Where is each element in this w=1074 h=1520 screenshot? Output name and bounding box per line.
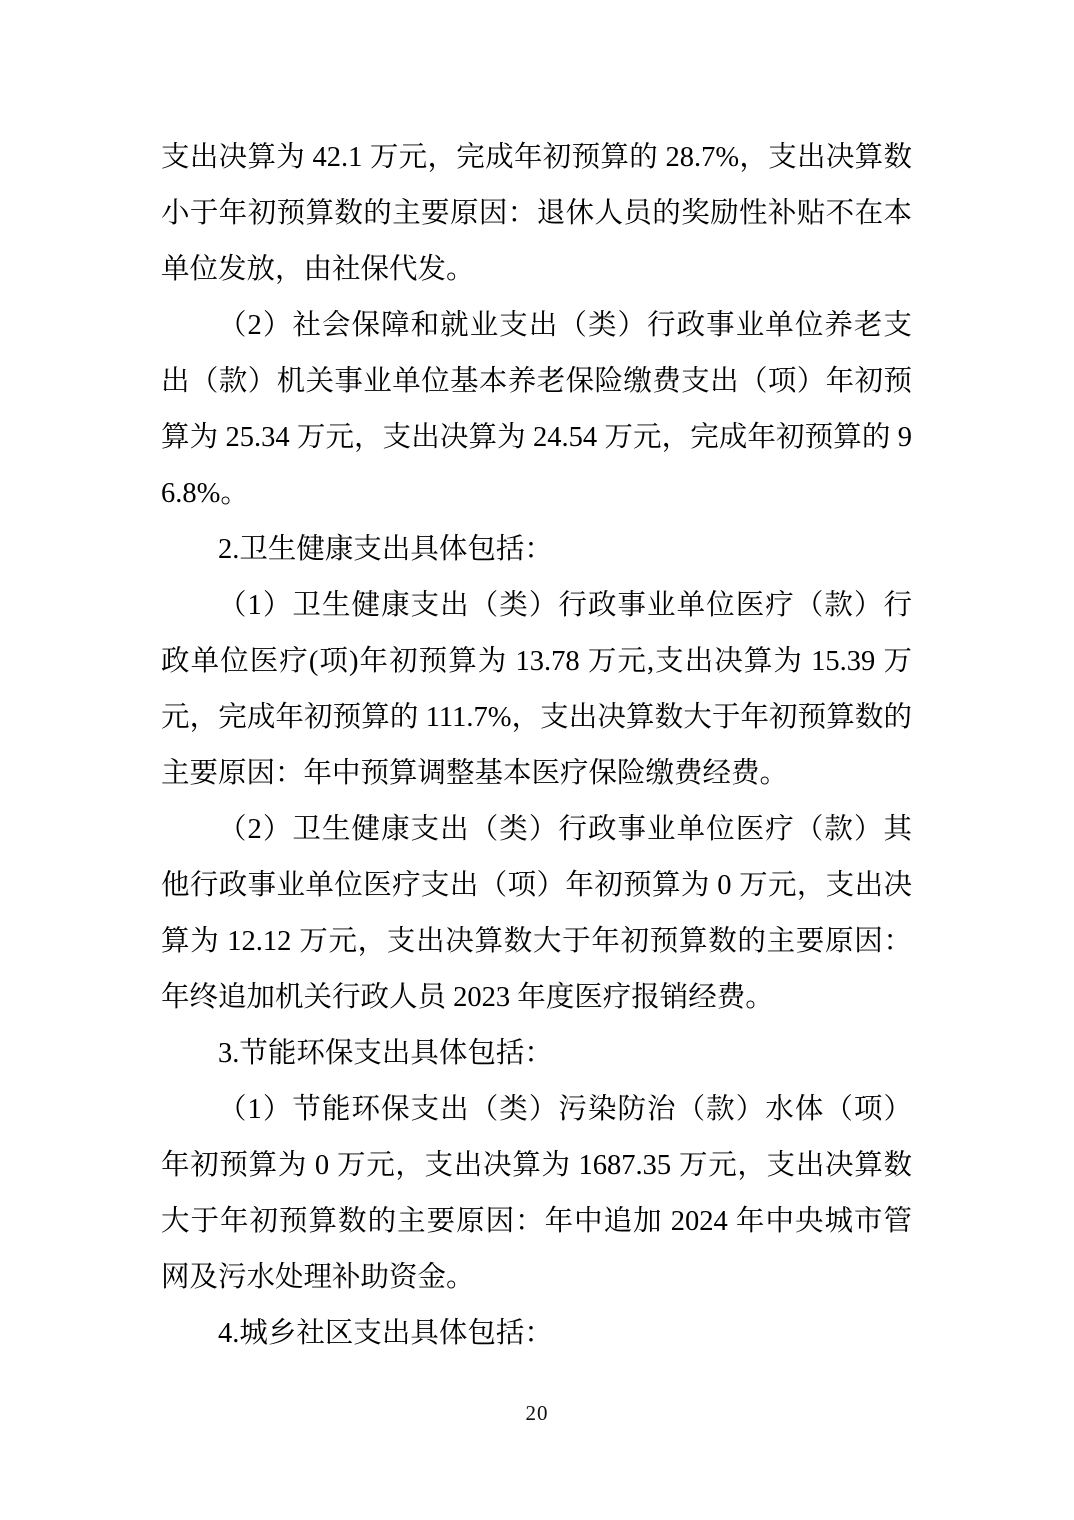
- paragraph-continuation: 支出决算为 42.1 万元，完成年初预算的 28.7%，支出决算数小于年初预算数的主要原因：退休人员的奖励性补贴不在本单位发放，由社保代发。: [161, 142, 912, 285]
- paragraph-health-item-2: （2）卫生健康支出（类）行政事业单位医疗（款）其他行政事业单位医疗支出（项）年初预算为 0 万元，支出决算为 12.12 万元，支出决算数大于年初预算数的主要原因：年终追加机关行政人员 2023 年度医疗报销经费。: [161, 814, 912, 1013]
- document-body: [161, 130, 912, 1362]
- paragraph-energy-item-1: （1）节能环保支出（类）污染防治（款）水体（项）年初预算为 0 万元，支出决算为 1687.35 万元，支出决算数大于年初预算数的主要原因：年中追加 2024 年中央城市管网及污水处理补助资金。: [161, 1094, 912, 1293]
- section-heading-urban-rural-community: 4.城乡社区支出具体包括：: [218, 1318, 553, 1349]
- page-footer: [0, 1401, 1074, 1426]
- section-heading-health-expenditure: 2.卫生健康支出具体包括：: [218, 534, 553, 565]
- paragraph-social-security-item-2: （2）社会保障和就业支出（类）行政事业单位养老支出（款）机关事业单位基本养老保险缴费支出（项）年初预算为 25.34 万元，支出决算为 24.54 万元，完成年初预算的 96.8%。: [161, 310, 912, 509]
- page-number: 20: [525, 1401, 549, 1425]
- section-heading-energy-conservation: 3.节能环保支出具体包括：: [218, 1038, 553, 1069]
- paragraph-health-item-1: （1）卫生健康支出（类）行政事业单位医疗（款）行政单位医疗(项)年初预算为 13.78 万元,支出决算为 15.39 万元，完成年初预算的 111.7%，支出决算数大于年初预算数的主要原因：年中预算调整基本医疗保险缴费经费。: [161, 590, 912, 789]
